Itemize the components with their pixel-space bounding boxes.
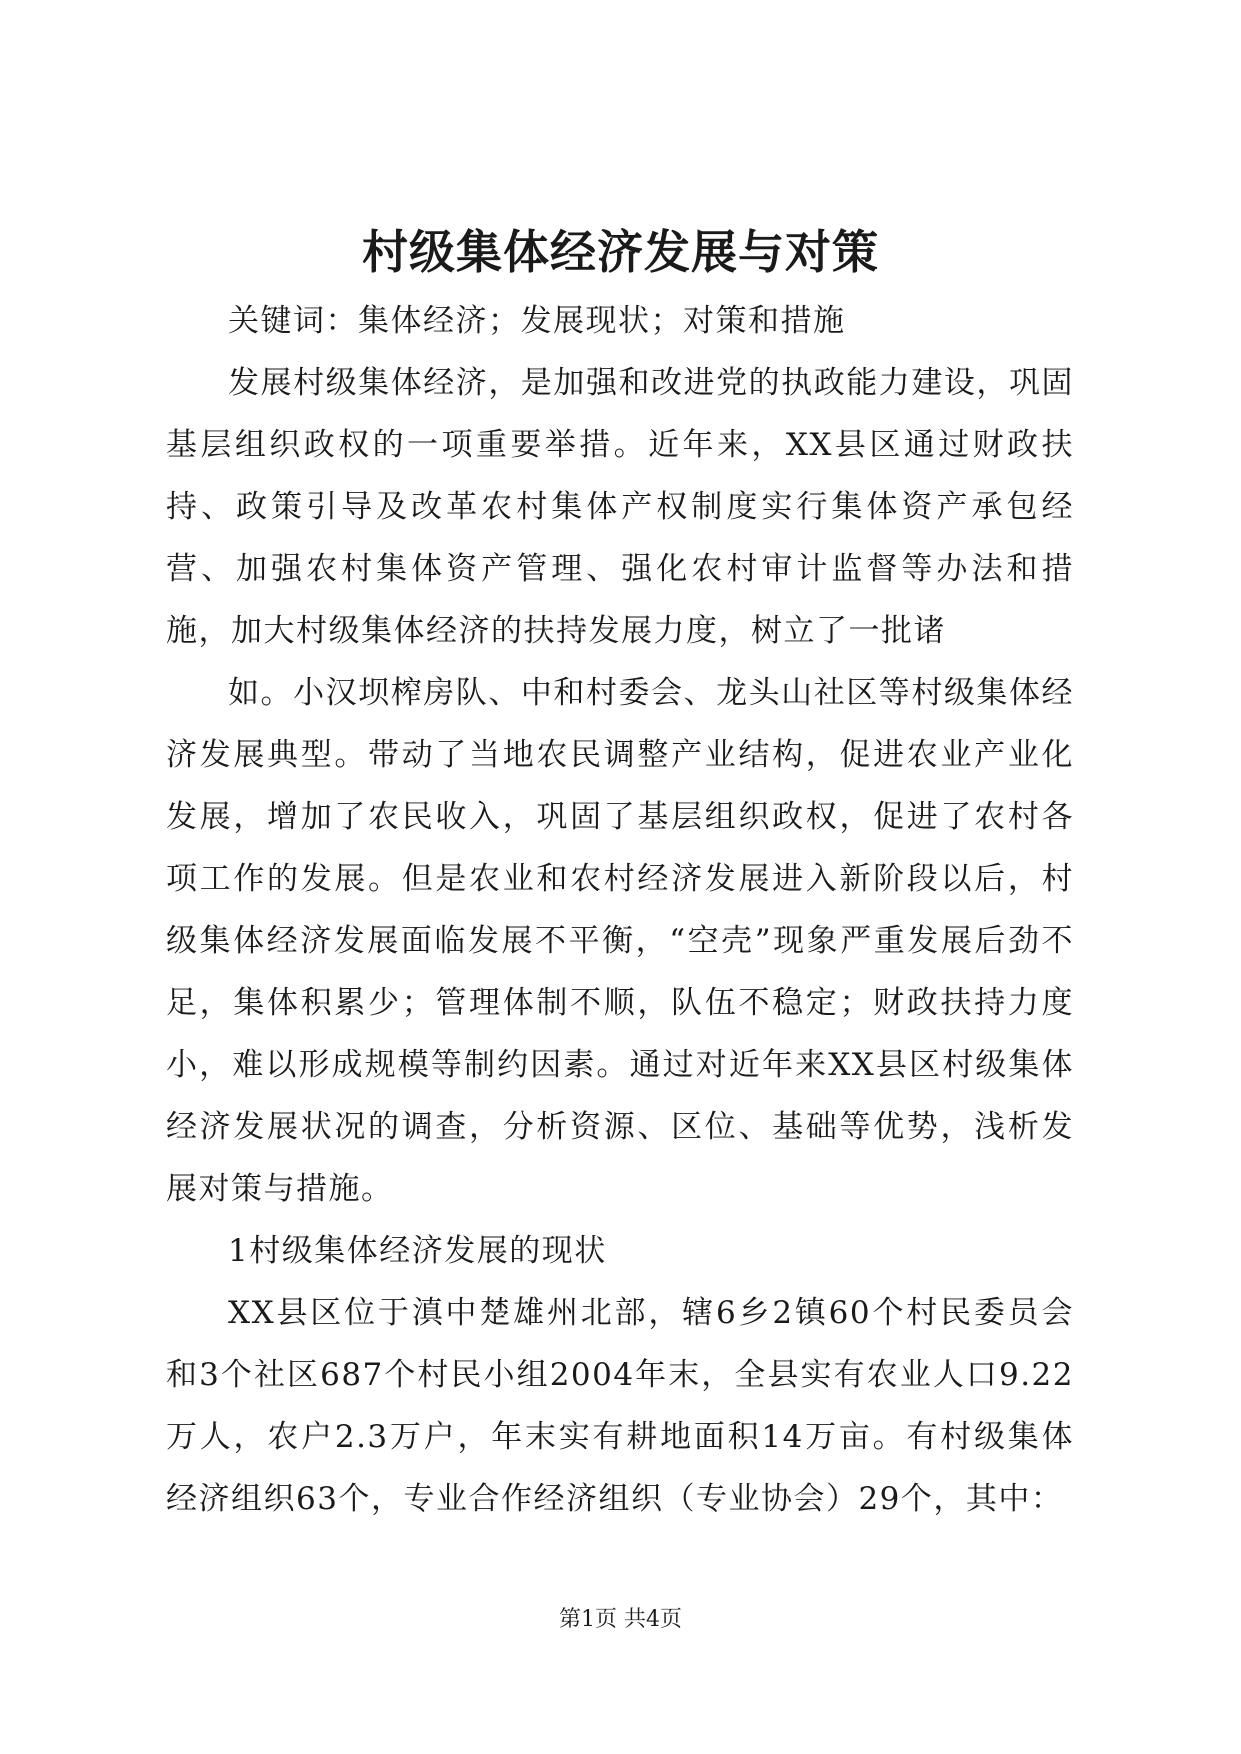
section-heading: 1村级集体经济发展的现状 — [228, 1233, 607, 1269]
body-paragraph: XX县区位于滇中楚雄州北部，辖6乡2镇60个村民委员会和3个社区687个村民小组2004年末，全县实有农业人口9.22万人，农户2.3万户，年末实有耕地面积14万亩。有村级集体经济组织63个，专业合作经济组织（专业协会）29个，其中： — [166, 1295, 1074, 1517]
body-paragraph: 发展村级集体经济，是加强和改进党的执政能力建设，巩固基层组织政权的一项重要举措。近年来，XX县区通过财政扶持、政策引导及改革农村集体产权制度实行集体资产承包经营、加强农村集体资产管理、强化农村审计监督等办法和措施，加大村级集体经济的扶持发展力度，树立了一批诸 — [166, 365, 1074, 649]
page-number-footer: 第1页 共4页 — [559, 1607, 682, 1632]
document-body — [166, 290, 1074, 1530]
body-paragraph: 如。小汉坝榨房队、中和村委会、龙头山社区等村级集体经济发展典型。带动了当地农民调整产业结构，促进农业产业化发展，增加了农民收入，巩固了基层组织政权，促进了农村各项工作的发展。但是农业和农村经济发展进入新阶段以后，村级集体经济发展面临发展不平衡，“空壳”现象严重发展后劲不足，集体积累少；管理体制不顺，队伍不稳定；财政扶持力度小，难以形成规模等制约因素。通过对近年来XX县区村级集体经济发展状况的调查，分析资源、区位、基础等优势，浅析发展对策与措施。 — [166, 675, 1074, 1207]
keywords-paragraph: 关键词：集体经济；发展现状；对策和措施 — [228, 303, 846, 339]
document-title: 村级集体经济发展与对策 — [362, 225, 879, 279]
